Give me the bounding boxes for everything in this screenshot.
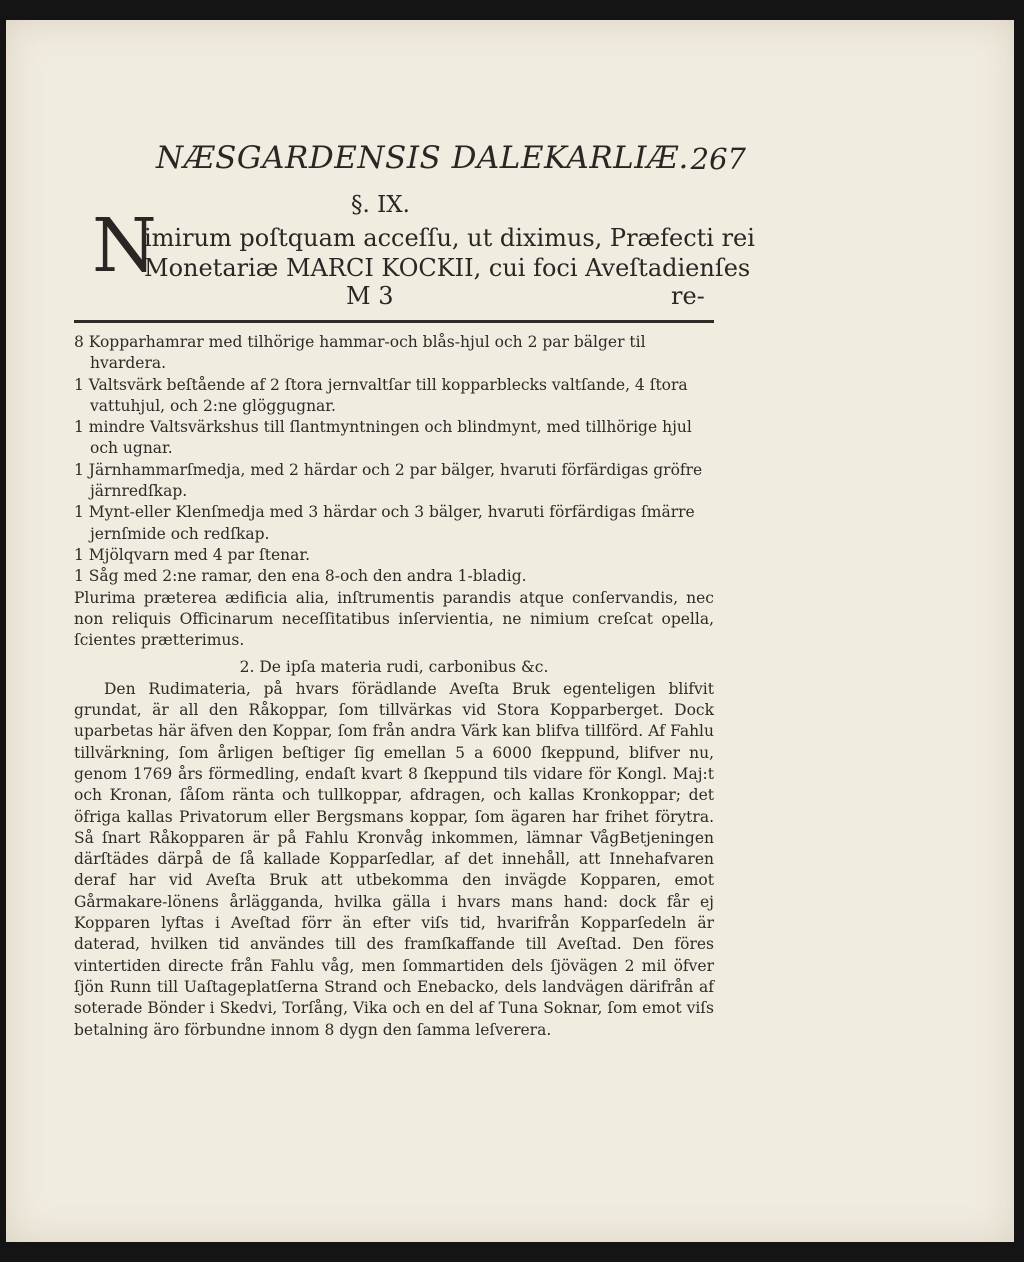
- subheading: 2. De ipſa materia rudi, carbonibus &c.: [239, 658, 549, 677]
- footnotes: [74, 332, 714, 1041]
- page-header: [156, 140, 746, 190]
- body-line-2: Monetariæ MARCI KOCKII, cui foci Aveſtadienſes: [144, 254, 751, 282]
- list-item: 1 Mynt-eller Klenſmedja med 3 härdar och 3 bälger, hvaruti förfärdigas ſmärre jernſmide och redſkap.: [74, 503, 695, 543]
- signature-mark: M 3: [346, 282, 394, 310]
- list-item: 1 mindre Valtsvärkshus till ſlantmyntningen och blindmynt, med tillhörige hjul och ugnar.: [74, 418, 692, 458]
- section-mark: §. IX.: [351, 192, 410, 218]
- book-page: [6, 20, 1014, 1242]
- footnote-rule: [74, 320, 714, 323]
- list-item: 1 Valtsvärk beſtående af 2 ſtora jernvaltſar till kopparblecks valtſande, 4 ſtora vattuhjul, och 2:ne glöggugnar.: [74, 375, 688, 415]
- body-line-1: imirum poſtquam acceſſu, ut diximus, Præfecti rei: [144, 224, 755, 252]
- running-title: NÆSGARDENSIS DALEKARLIÆ.: [156, 140, 689, 176]
- list-item: 1 Mjölqvarn med 4 par ſtenar.: [74, 545, 310, 564]
- list-item: 1 Såg med 2:ne ramar, den ena 8-och den andra 1-bladig.: [74, 567, 527, 586]
- list-item: 8 Kopparhamrar med tilhörige hammar-och blås-hjul och 2 par bälger til hvardera.: [74, 333, 646, 373]
- page-number: 267: [690, 142, 746, 176]
- drop-cap: N: [92, 203, 157, 289]
- swedish-paragraph: Den Rudimateria, på hvars förädlande Aveſta Bruk egenteligen blifvit grundat, är all den Råkoppar, ſom tillvärkas vid Stora Kopparberget. Dock uparbetas här äfven den Koppar, ſom från andra Värk kan blifva tillförd. Af Fahlu tillvärkning, ſom årligen beſtiger ſig emellan 5 a 6000 ſkeppund, blifver nu, genom 1769 års förmedling, endaſt kvart 8 ſkeppund tils vidare för Kongl. Maj:t och Kronan, ſåſom ränta och tullkoppar, afdragen, och kallas Kronkoppar; det öfriga kallas Privatorum eller Bergsmans koppar, ſom ägaren har frihet förytra. Så ſnart Råkopparen är på Fahlu Kronvåg inkommen, lämnar VågBetjeningen därſtädes därpå de ſå kallade Kopparſedlar, af det innehåll, att Innehafvaren deraf har vid Aveſta Bruk att utbekomma den invägde Kopparen, emot Gårmakare-lönens årlägganda, hvilka gälla i hvars mans hand: dock får ej Kopparen lyftas i Aveſtad förr än efter viſs tid, hvarifrån Kopparſedeln är daterad, hvilken tid användes till des framſkaffande till Aveſtad. Den föres vintertiden directe från Fahlu våg, men ſommartiden dels ſjövägen 2 mil öfver ſjön Runn till Uaſtageplatſerna Strand och Enebacko, dels landvägen därifrån af soterade Bönder i Skedvi, Torſång, Vika och en del af Tuna Soknar, ſom emot viſs betalning äro förbundne innom 8 dygn den ſamma leſverera.: [74, 679, 714, 1039]
- list-item: 1 Järnhammarſmedja, med 2 härdar och 2 par bälger, hvaruti förfärdigas gröfre järnredſkap.: [74, 460, 703, 501]
- latin-paragraph: Plurima præterea ædificia alia, inſtrumentis parandis atque conſervandis, nec non reliquis Officinarum neceſſitatibus inſervientia, ne nimium creſcat opella, ſcientes prætterimus.: [74, 588, 714, 650]
- catchword: re-: [671, 282, 705, 310]
